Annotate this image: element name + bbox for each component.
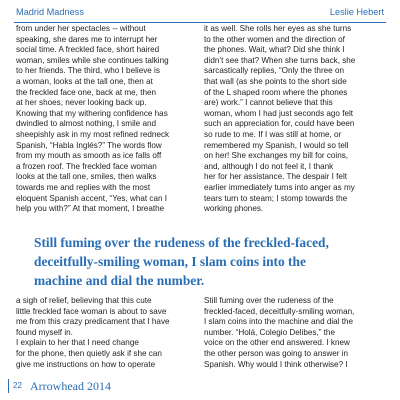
body-paragraph: Still fuming over the rudeness of the freckled-faced, deceitfully-smiling woman, I slam coins into the machine and dial the number. “Holá, Colegio Delibes,” the voice on the other end answered. I knew the other person was going to answer in Spanish. Why would I think otherwise? I [204, 296, 355, 369]
publication-title: Arrowhead 2014 [30, 379, 111, 393]
body-paragraph: it as well. She rolls her eyes as she turns to the other women and the direction of the phones. Wait, what? Did she think I didn’t see that? When she turns back, she sarcastically replies, “Only the three on that wall (as she points to the short side of the L shaped room where the phones are) work.” I cannot believe that this woman, whom I had just seconds ago felt such an appreciation for, could have been so rude to me. If I was still at home, or remembered my Spanish, I would so tell on her! She exchanges my bill for coins, and, although I do not feel it, I thank her for her assistance. The despair I felt earlier immediately turns into anger as my tears turn to steam; I stomp towards the working phones. [204, 24, 356, 214]
page-number: 22 [8, 379, 25, 393]
body-column-top-right [204, 24, 386, 230]
body-column-top-left [16, 24, 194, 230]
body-column-bottom-left [16, 296, 194, 376]
running-header-title: Madrid Madness [16, 7, 84, 17]
body-paragraph: from under her spectacles -- without speaking, she dares me to interrupt her social time. A freckled face, short haired woman, smiles while she continues talking to her friends. The third, who I believe is a woman, looks at the tall one, then at the freckled face one, back at me, then at her shoes, never looking back up. Knowing that my withering confidence has dwindled to almost nothing, I smile and sheepishly ask in my most refined redneck Spanish, “Habla Inglés?” The words flow from my mouth as smooth as ice falls off a frozen roof. The freckled face woman looks at the tall one, smiles, then walks towards me and replies with the most eloquent Spanish accent, “Yes, what can I help you with?” At that moment, I breathe [16, 24, 170, 214]
body-paragraph: a sigh of relief, believing that this cute little freckled face woman is about to save me from this crazy predicament that I have found myself in. I explain to her that I need change for the phone, then quietly ask if she can give me instructions on how to operate [16, 296, 170, 369]
header-rule [14, 22, 386, 23]
pull-quote: Still fuming over the rudeness of the freckled-faced, deceitfully-smiling woman, I slam coins into the machine and dial the number. [34, 235, 329, 288]
body-column-bottom-right [204, 296, 386, 376]
running-header-author: Leslie Hebert [329, 7, 384, 17]
